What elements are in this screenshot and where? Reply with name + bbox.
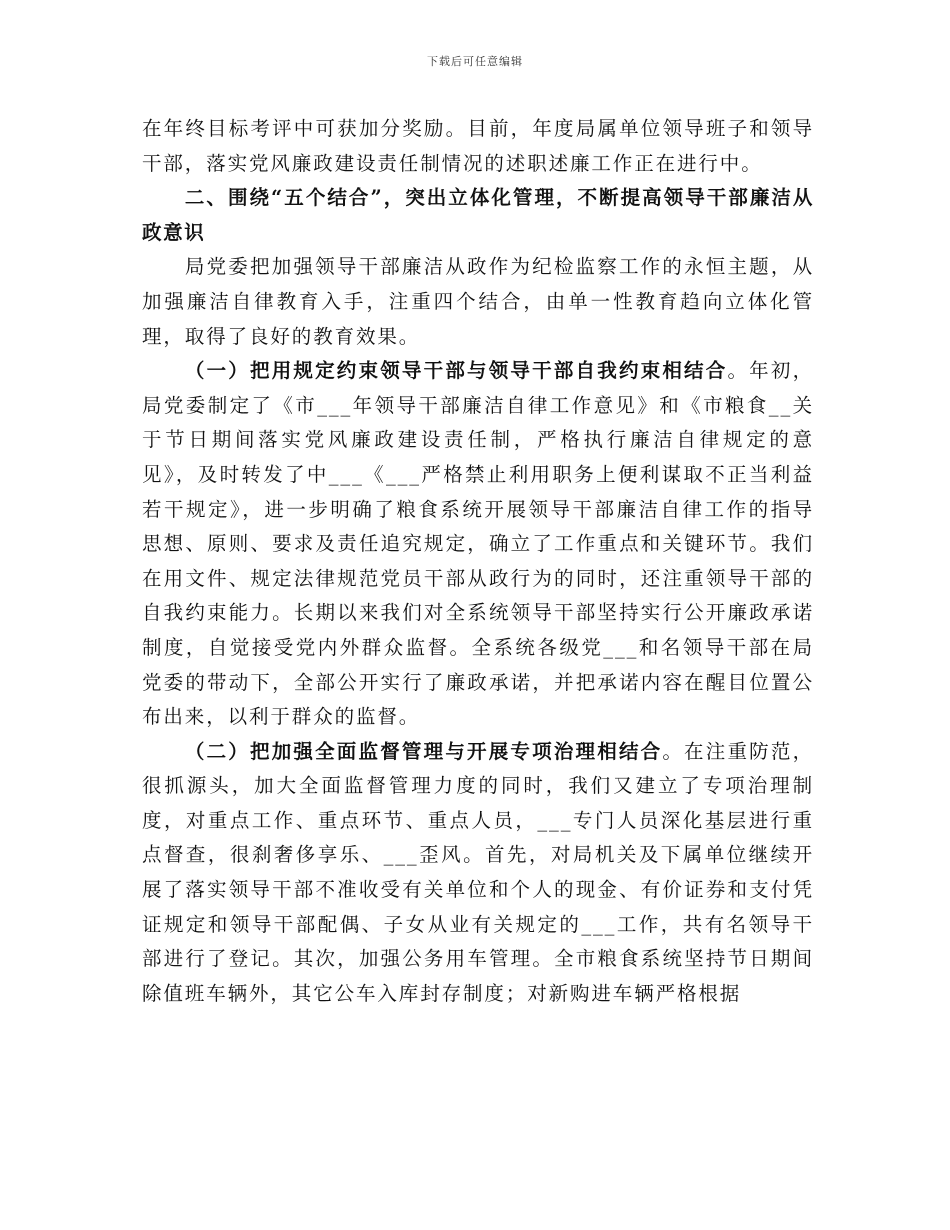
paragraph-4 xyxy=(142,735,814,1012)
paragraph-1: 在年终目标考评中可获加分奖励。目前，年度局属单位领导班子和领导干部，落实党风廉政建设责任制情况的述职述廉工作正在进行中。 xyxy=(142,117,814,175)
section-2-heading: 二、围绕“五个结合”，突出立体化管理，不断提高领导干部廉洁从政意识 xyxy=(142,186,814,244)
paragraph-4-body: 。在注重防范，很抓源头，加大全面监督管理力度的同时，我们又建立了专项治理制度，对重点工作、重点环节、重点人员，___专门人员深化基层进行重点督查，很刹奢侈享乐、___歪风。首先，对局机关及下属单位继续开展了落实领导干部不准收受有关单位和个人的现金、有价证券和支付凭证规定和领导干部配偶、子女从业有关规定的___工作，共有名领导干部进行了登记。其次，加强公务用车管理。全市粮食系统坚持节日期间除值班车辆外，其它公车入库封存制度；对新购进车辆严格根据 xyxy=(142,739,814,1005)
document-body xyxy=(142,112,814,1011)
paragraph-3-lead: （一）把用规定约束领导干部与领导干部自我约束相结合 xyxy=(184,359,728,383)
page-header: 下载后可任意编辑 xyxy=(427,55,523,68)
paragraph-3-body: 。年初，局党委制定了《市___年领导干部廉洁自律工作意见》和《市粮食__关于节日期间落实党风廉政建设责任制，严格执行廉洁自律规定的意见》，及时转发了中___《___严格禁止利用职务上便利谋取不正当利益若干规定》，进一步明确了粮食系统开展领导干部廉洁自律工作的指导思想、原则、要求及责任追究规定，确立了工作重点和关键环节。我们在用文件、规定法律规范党员干部从政行为的同时，还注重领导干部的自我约束能力。长期以来我们对全系统领导干部坚持实行公开廉政承诺制度，自觉接受党内外群众监督。全系统各级党___和名领导干部在局党委的带动下，全部公开实行了廉政承诺，并把承诺内容在醒目位置公布出来，以利于群众的监督。 xyxy=(142,359,814,729)
paragraph-2: 局党委把加强领导干部廉洁从政作为纪检监察工作的永恒主题，从加强廉洁自律教育入手，注重四个结合，由单一性教育趋向立体化管理，取得了良好的教育效果。 xyxy=(142,255,814,348)
paragraph-4-lead: （二）把加强全面监督管理与开展专项治理相结合 xyxy=(184,739,663,763)
paragraph-3 xyxy=(142,354,814,735)
